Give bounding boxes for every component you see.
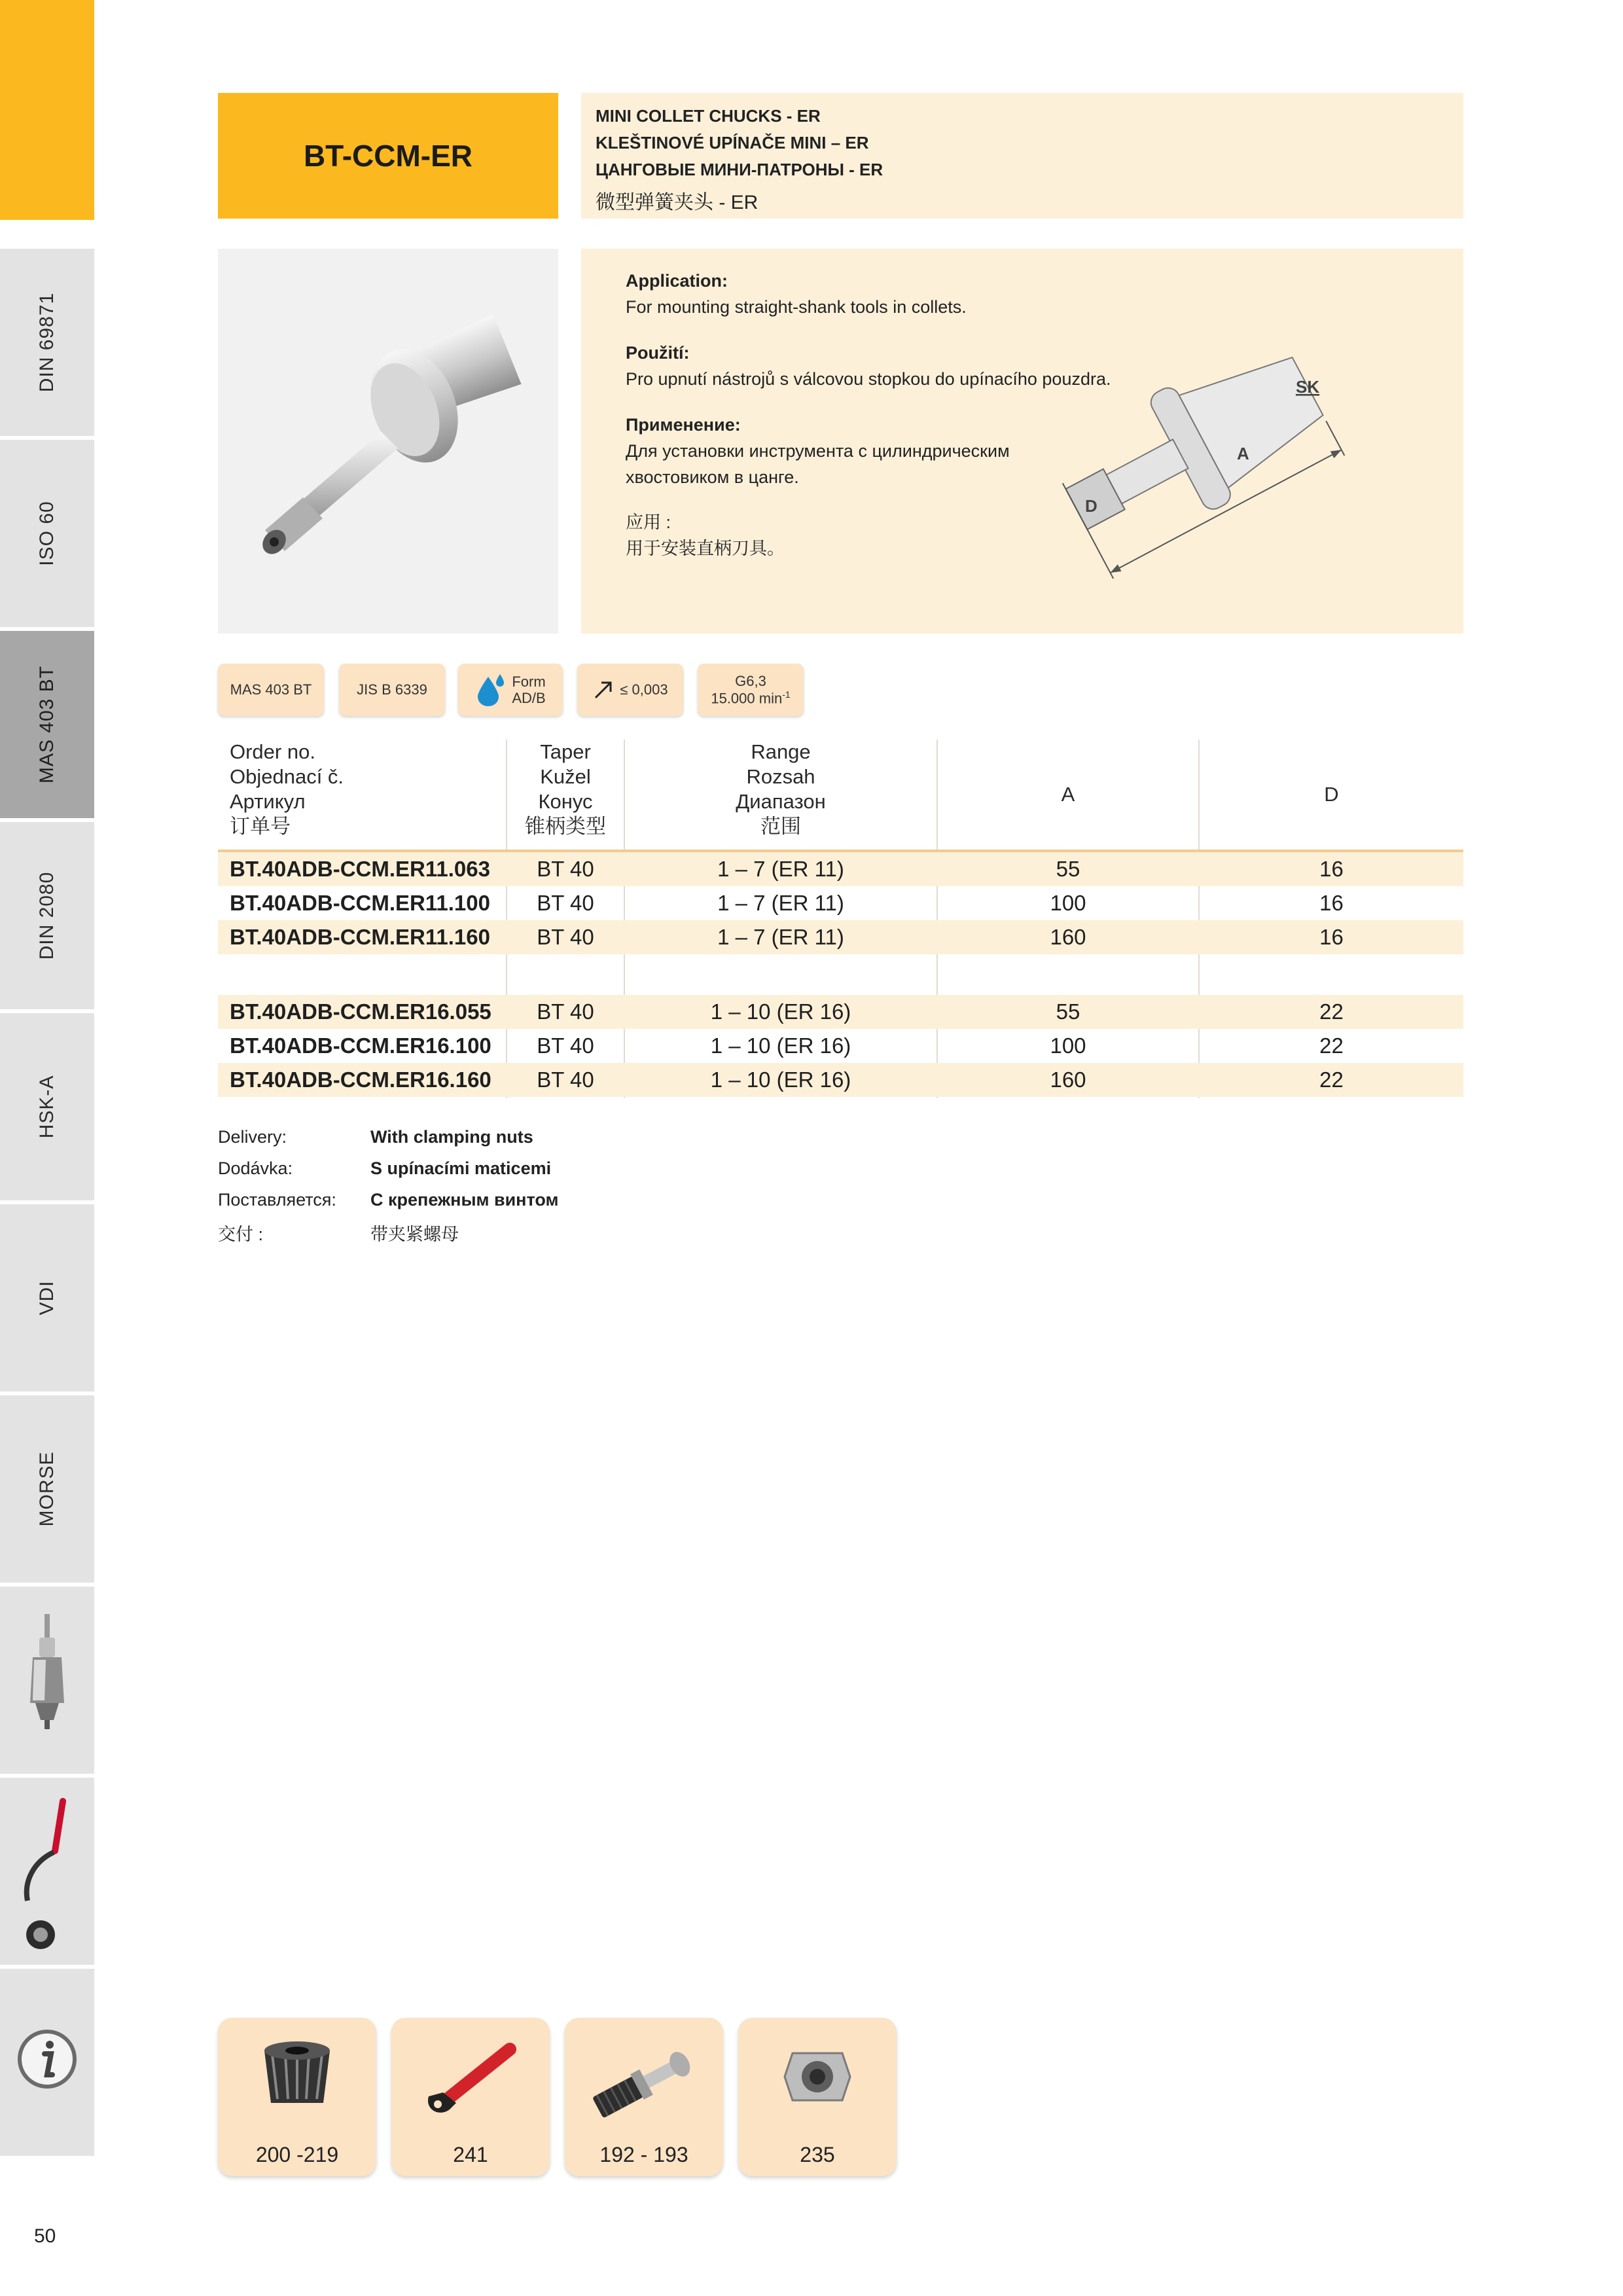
subtitle-ru: ЦАНГОВЫЕ МИНИ-ПАТРОНЫ - ER <box>596 160 883 179</box>
delivery-label-ru: Поставляется: <box>218 1190 336 1210</box>
header-range-cz: Rozsah <box>746 765 815 788</box>
application-title-cn: 应用 : <box>626 512 671 532</box>
d-cell: 22 <box>1319 1033 1344 1058</box>
header-a: A <box>1061 783 1075 806</box>
table-row[interactable] <box>218 920 1463 954</box>
header-range <box>625 740 936 839</box>
badge-form-line1: Form <box>512 673 546 690</box>
sidebar-tab-vdi[interactable] <box>0 1204 94 1391</box>
sidebar-tab-label: HSK-A <box>36 1075 58 1139</box>
badge-balance-grade: G6,3 <box>735 673 766 690</box>
table-row[interactable] <box>218 1029 1463 1063</box>
sidebar-tab-label: DIN 69871 <box>36 292 58 393</box>
toolholder-image <box>218 249 558 634</box>
runout-arrow-icon <box>592 679 615 701</box>
delivery-label-en: Delivery: <box>218 1127 287 1147</box>
table-row[interactable] <box>218 1063 1463 1097</box>
a-cell: 160 <box>1050 1067 1086 1092</box>
subtitle-cz: KLEŠTINOVÉ UPÍNAČE MINI – ER <box>596 133 869 152</box>
application-text-en: For mounting straight-shank tools in collets. <box>626 297 967 317</box>
delivery-value-cz: S upínacími maticemi <box>370 1158 552 1178</box>
badge-form <box>458 664 563 716</box>
order-number: BT.40ADB-CCM.ER11.063 <box>230 857 490 881</box>
taper-cell: BT 40 <box>537 999 594 1024</box>
application-text-cn: 用于安装直柄刀具。 <box>626 539 785 558</box>
d-cell: 16 <box>1319 925 1344 949</box>
accessory-collets[interactable] <box>218 2018 376 2176</box>
header-order-en: Order no. <box>230 740 315 763</box>
collet-icon <box>232 2031 363 2129</box>
application-title-cz: Použití: <box>626 343 690 363</box>
dimension-label-sk: SK <box>1296 377 1320 397</box>
range-cell: 1 – 7 (ER 11) <box>717 891 844 915</box>
accessory-page-ref: 192 - 193 <box>599 2143 688 2166</box>
sidebar-tab-label: MORSE <box>36 1451 58 1527</box>
dimension-label-a: A <box>1237 444 1249 463</box>
accessory-page-ref: 200 -219 <box>255 2143 339 2166</box>
page-number: 50 <box>34 2225 56 2247</box>
a-cell: 100 <box>1050 1033 1086 1058</box>
accessory-page-ref: 241 <box>453 2143 488 2166</box>
table-row[interactable] <box>218 886 1463 920</box>
taper-cell: BT 40 <box>537 857 594 881</box>
taper-cell: BT 40 <box>537 891 594 915</box>
info-icon <box>14 1987 80 2138</box>
header-range-ru: Диапазон <box>736 790 826 813</box>
badge-jis-label: JIS B 6339 <box>357 681 427 698</box>
a-cell: 55 <box>1056 999 1080 1024</box>
d-cell: 16 <box>1319 891 1344 915</box>
order-number: BT.40ADB-CCM.ER16.100 <box>230 1033 491 1058</box>
badge-balance-speed: 15.000 min <box>711 690 783 707</box>
header-range-en: Range <box>751 740 811 763</box>
sidebar-tab-label: VDI <box>36 1280 58 1316</box>
header-taper-cz: Kužel <box>540 765 591 788</box>
header-taper <box>507 740 624 839</box>
wrench-icon <box>405 2031 536 2129</box>
range-cell: 1 – 10 (ER 16) <box>710 1067 851 1092</box>
badge-runout-label: ≤ 0,003 <box>620 681 668 698</box>
d-cell: 22 <box>1319 1067 1344 1092</box>
d-cell: 22 <box>1319 999 1344 1024</box>
sidebar-tab-din-69871[interactable] <box>0 249 94 436</box>
badge-runout <box>577 664 683 716</box>
sidebar-tab-label: DIN 2080 <box>36 871 58 960</box>
order-number: BT.40ADB-CCM.ER11.100 <box>230 891 490 915</box>
header-taper-en: Taper <box>540 740 591 763</box>
application-title-en: Application: <box>626 271 728 291</box>
badge-jis <box>339 664 445 716</box>
application-text-cz: Pro upnutí nástrojů s válcovou stopkou do upínacího pouzdra. <box>626 369 1111 389</box>
technical-drawing <box>1039 281 1406 609</box>
range-cell: 1 – 7 (ER 11) <box>717 925 844 949</box>
accessory-pull-stud[interactable] <box>565 2018 723 2176</box>
header-order-cn: 订单号 <box>230 815 291 838</box>
accessory-clamping-nut[interactable] <box>738 2018 897 2176</box>
header-range-cn: 范围 <box>760 815 801 838</box>
table-row[interactable] <box>218 852 1463 886</box>
badge-form-line2: AD/B <box>512 690 546 706</box>
application-panel <box>581 249 1463 634</box>
taper-cell: BT 40 <box>537 925 594 949</box>
drill-chuck-icon <box>14 1605 80 1755</box>
application-text-ru-2: хвостовиком в цанге. <box>626 467 799 487</box>
delivery-value-cn: 带夹紧螺母 <box>370 1225 459 1244</box>
accessory-wrench[interactable] <box>391 2018 550 2176</box>
application-text-ru-1: Для установки инструмента с цилиндрическим <box>626 441 1010 461</box>
header-taper-cn: 锥柄类型 <box>525 815 606 838</box>
header-order <box>230 740 491 839</box>
sidebar-tab-label: ISO 60 <box>36 501 58 566</box>
sidebar-tab-iso-60[interactable] <box>0 440 94 627</box>
coolant-drop-icon <box>475 672 507 708</box>
taper-cell: BT 40 <box>537 1067 594 1092</box>
sidebar <box>0 0 94 2179</box>
subtitle-cn: 微型弹簧夹头 - ER <box>596 192 758 213</box>
delivery-label-cz: Dodávka: <box>218 1158 293 1178</box>
pull-stud-icon <box>579 2031 709 2129</box>
sidebar-tab-morse[interactable] <box>0 1395 94 1583</box>
order-number: BT.40ADB-CCM.ER16.160 <box>230 1067 491 1092</box>
clamping-nut-icon <box>752 2031 883 2129</box>
badge-mas-label: MAS 403 BT <box>230 681 312 698</box>
header-taper-ru: Конус <box>538 790 593 813</box>
delivery-label-cn: 交付 : <box>218 1225 264 1244</box>
dimension-label-d: D <box>1085 496 1097 516</box>
range-cell: 1 – 7 (ER 11) <box>717 857 844 881</box>
subtitle-en: MINI COLLET CHUCKS - ER <box>596 106 821 126</box>
wrench-nut-icon <box>14 1796 80 1953</box>
a-cell: 55 <box>1056 857 1080 881</box>
order-number: BT.40ADB-CCM.ER11.160 <box>230 925 490 949</box>
a-cell: 100 <box>1050 891 1086 915</box>
d-cell: 16 <box>1319 857 1344 881</box>
sidebar-tab-drill-chuck[interactable] <box>0 1587 94 1774</box>
table-row[interactable] <box>218 995 1463 1029</box>
title-box <box>218 93 558 219</box>
subtitle-box <box>581 93 1463 219</box>
page-title: BT-CCM-ER <box>303 139 473 173</box>
sidebar-tab-hsk-a[interactable] <box>0 1013 94 1200</box>
sidebar-tab-din-2080[interactable] <box>0 822 94 1009</box>
sidebar-tab-label: MAS 403 BT <box>36 665 58 784</box>
sidebar-tab-info[interactable] <box>0 1969 94 2156</box>
order-number: BT.40ADB-CCM.ER16.055 <box>230 999 491 1024</box>
application-title-ru: Применение: <box>626 415 741 435</box>
taper-cell: BT 40 <box>537 1033 594 1058</box>
range-cell: 1 – 10 (ER 16) <box>710 999 851 1024</box>
product-photo <box>218 249 558 634</box>
badge-balance-exponent: -1 <box>782 689 791 700</box>
badge-mas <box>218 664 324 716</box>
range-cell: 1 – 10 (ER 16) <box>710 1033 851 1058</box>
sidebar-tab-wrench[interactable] <box>0 1778 94 1965</box>
header-order-ru: Артикул <box>230 790 306 813</box>
accessory-page-ref: 235 <box>800 2143 835 2166</box>
a-cell: 160 <box>1050 925 1086 949</box>
badge-balance <box>698 664 804 716</box>
sidebar-tab-mas-403-bt[interactable] <box>0 631 94 818</box>
header-d: D <box>1324 783 1339 806</box>
sidebar-accent-block <box>0 0 94 220</box>
delivery-value-ru: С крепежным винтом <box>370 1190 559 1210</box>
header-order-cz: Objednací č. <box>230 765 344 788</box>
delivery-value-en: With clamping nuts <box>370 1127 533 1147</box>
